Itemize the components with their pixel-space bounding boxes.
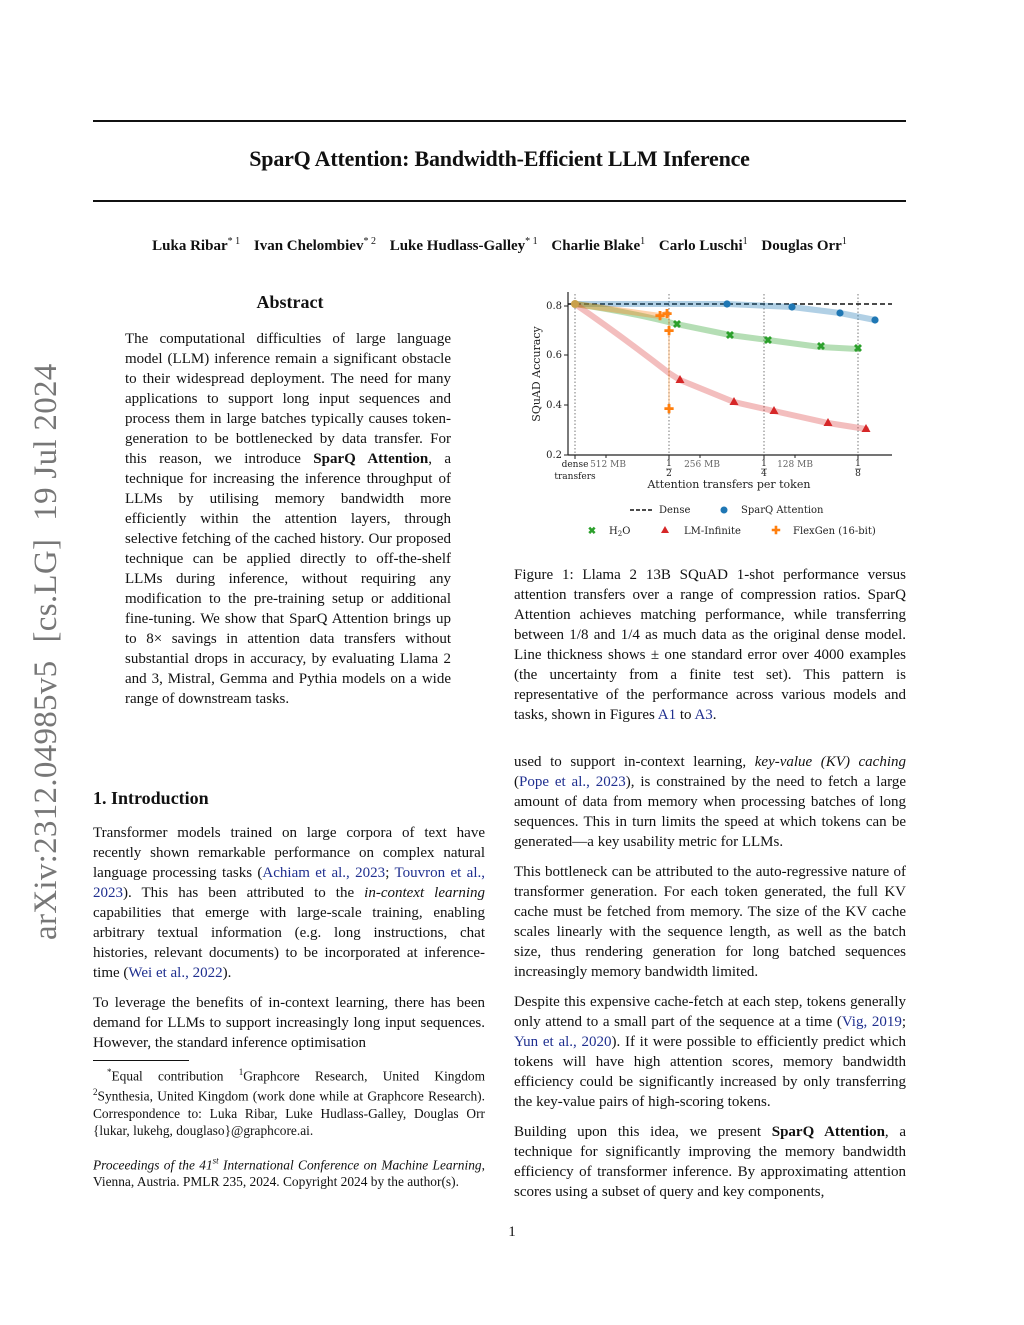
svg-text:FlexGen (16-bit): FlexGen (16-bit) bbox=[793, 526, 876, 537]
y-axis-label: SQuAD Accuracy bbox=[530, 326, 543, 422]
svg-text:1: 1 bbox=[761, 459, 767, 469]
intro-paragraph-1: Transformer models trained on large corpora of text have recently shown remarkable performance on complex natural language processing tasks (Achiam et al., 2023; Touvron et al., 2023). This has been attributed to the in-context learning capabilities that emerge with large-scale training, enabling arbitrary textual information (e.g. long instructions, chat histories, relevant documents) to be incorporated at inference-time (Wei et al., 2022). bbox=[93, 825, 485, 981]
paper-title: SparQ Attention: Bandwidth-Efficient LLM Inference bbox=[249, 146, 750, 171]
citation-link[interactable]: Pope et al., 2023 bbox=[519, 774, 626, 790]
author: Charlie Blake$^1$ bbox=[551, 236, 646, 254]
figure-1-chart bbox=[520, 290, 910, 550]
svg-text:2: 2 bbox=[666, 469, 672, 479]
svg-text:✚: ✚ bbox=[663, 324, 675, 338]
citation-link[interactable]: Wei et al., 2022 bbox=[128, 965, 223, 981]
title-top-rule bbox=[93, 120, 906, 122]
svg-text:✚: ✚ bbox=[654, 309, 666, 323]
intro-paragraph-3: This bottleneck can be attributed to the auto-regressive nature of transformer generation. For each token generated, the full KV cache must be fetched from memory. The size of the KV cache scales linearly with the sequence length, as well as the batch size, thus rendering generation for long batched sequences increasingly memory bandwidth limited. bbox=[514, 864, 906, 980]
svg-text:0.2: 0.2 bbox=[546, 450, 562, 461]
svg-text:transfers: transfers bbox=[554, 472, 596, 482]
figure-ref-link[interactable]: A1 bbox=[657, 707, 677, 723]
svg-text:512 MB: 512 MB bbox=[590, 460, 626, 470]
svg-text:✚: ✚ bbox=[661, 307, 673, 321]
lm-infinite-band bbox=[575, 304, 866, 429]
svg-text:4: 4 bbox=[761, 469, 767, 479]
svg-text:H2O: $H_2O$ bbox=[609, 526, 631, 538]
dense-start-point bbox=[571, 300, 579, 308]
svg-text:✖: ✖ bbox=[816, 340, 826, 353]
citation-link[interactable]: Touvron et al., 2023 bbox=[93, 865, 485, 901]
intro-paragraph-2: To leverage the benefits of in-context learning, there has been demand for LLMs to support increasingly long input sequences. However, the standard inference optimisation bbox=[93, 995, 485, 1051]
svg-text:0.8: 0.8 bbox=[546, 301, 562, 312]
footnote-affiliations: *Equal contribution $^1$Graphcore Research, United Kingdom $^2$Synthesia, United Kingdom (work done while at Graphcore Research). Correspondence to: Luka Ribar, Luke Hudlass-Galley, Douglas Orr {lukar, lukehg, douglaso}@graphcore.ai. bbox=[93, 1067, 485, 1138]
author: Carlo Luschi$^1$ bbox=[658, 236, 748, 254]
chart-legend bbox=[588, 505, 876, 538]
svg-text:✚: ✚ bbox=[663, 402, 675, 416]
arxiv-category: [cs.LG] bbox=[28, 538, 64, 643]
y-tick-labels bbox=[546, 301, 568, 461]
author: Luka Ribar$^{* 1}$ bbox=[152, 236, 241, 254]
arxiv-stamp bbox=[28, 345, 65, 940]
svg-text:Dense: Dense bbox=[659, 505, 691, 516]
arxiv-id: arXiv:2312.04985v5 bbox=[28, 660, 64, 940]
svg-text:8: 8 bbox=[855, 469, 861, 479]
author: Douglas Orr$^1$ bbox=[761, 236, 847, 254]
svg-text:✖: ✖ bbox=[853, 342, 863, 355]
citation-link[interactable]: Yun et al., 2020 bbox=[514, 1034, 612, 1050]
svg-text:1: 1 bbox=[666, 459, 672, 469]
intro-paragraph-5: Building upon this idea, we present SparQ Attention, a technique for significantly improving the memory bandwidth efficiency of transformer inference. By approximating attention scores using a subset of query and key components, bbox=[514, 1124, 906, 1200]
x-ticks bbox=[575, 455, 858, 459]
figure-ref-link[interactable]: A3 bbox=[694, 707, 713, 723]
arxiv-date: 19 Jul 2024 bbox=[28, 363, 64, 521]
svg-text:0.4: 0.4 bbox=[546, 400, 562, 411]
svg-text:128 MB: 128 MB bbox=[777, 460, 813, 470]
author: Ivan Chelombiev$^{* 2}$ bbox=[253, 236, 376, 254]
svg-text:✖: ✖ bbox=[725, 329, 735, 342]
svg-text:✖: ✖ bbox=[763, 334, 773, 347]
author: Luke Hudlass-Galley$^{* 1}$ bbox=[389, 236, 538, 254]
svg-text:SparQ Attention: SparQ Attention bbox=[741, 505, 824, 516]
title-bottom-rule bbox=[93, 200, 906, 202]
abstract-body: The computational difficulties of large language model (LLM) inference remain a significant obstacle to their widespread deployment. The need for many applications to support long input sequences and process them in large batches typically causes token-generation to be bottlenecked by data transfer. For this reason, we introduce SparQ Attention, a technique for increasing the inference throughput of LLMs by utilising memory bandwidth more efficiently within the attention layers, through selective fetching of the cached history. Our proposed technique can be applied directly to off-the-shelf LLMs during inference, without requiring any modification to the pre-training setup or additional fine-tuning. We show that SparQ Attention brings up to 8× savings in attention data transfers without substantial drops in accuracy, by evaluating Llama 2 and 3, Mistral, Gemma and Pythia models on a wide range of downstream tasks. bbox=[125, 331, 451, 707]
svg-text:0.6: 0.6 bbox=[546, 350, 562, 361]
intro-right-column bbox=[514, 752, 906, 1212]
figure-1-caption: Figure 1: Llama 2 13B SQuAD 1-shot performance versus attention transfers over a range of compression ratios. SparQ Attention achieves matching performance, while transferring between 1/8 and 1/4 as much data as the original dense model. Line thickness shows ± one standard error over 4000 examples (the uncertainty from a finite test set). This pattern is representative of the performance across various models and tasks, shown in Figures A1 to A3. bbox=[514, 567, 906, 723]
svg-text:✖: ✖ bbox=[672, 318, 682, 331]
svg-text:dense: dense bbox=[561, 460, 589, 470]
svg-text:1: 1 bbox=[855, 459, 861, 469]
author-list bbox=[93, 236, 906, 255]
abstract-heading: Abstract bbox=[256, 292, 324, 312]
x-secondary-labels bbox=[590, 460, 813, 470]
x-axis-label: Attention transfers per token bbox=[647, 478, 811, 491]
section-heading-introduction: 1. Introduction bbox=[93, 788, 209, 808]
footnote-proceedings: Proceedings of the 41st International Conference on Machine Learning, Vienna, Austria. PMLR 235, 2024. Copyright 2024 by the author(s). bbox=[93, 1155, 485, 1190]
svg-text:LM-Infinite: LM-Infinite bbox=[684, 526, 741, 537]
svg-text:✚: ✚ bbox=[771, 524, 781, 537]
page-number: 1 bbox=[508, 1224, 516, 1240]
footnote-rule bbox=[93, 1060, 189, 1061]
svg-text:✖: ✖ bbox=[587, 526, 597, 537]
intro-left-column bbox=[93, 823, 485, 1063]
footnotes bbox=[93, 1064, 485, 1204]
citation-link[interactable]: Achiam et al., 2023 bbox=[262, 865, 386, 881]
vertical-gridlines bbox=[575, 294, 858, 455]
intro-paragraph-4: Despite this expensive cache-fetch at each step, tokens generally only attend to a small part of the sequence at a time (Vig, 2019; Yun et al., 2020). If it were possible to efficiently predict which tokens will have high attention scores, memory bandwidth efficiency could be significantly increased by only transferring the key-value pairs of high-scoring tokens. bbox=[514, 994, 907, 1110]
citation-link[interactable]: Vig, 2019 bbox=[841, 1014, 902, 1030]
svg-text:256 MB: 256 MB bbox=[684, 460, 720, 470]
intro-paragraph-2-cont: used to support in-context learning, key-value (KV) caching (Pope et al., 2023), is constrained by the need to fetch a large amount of data from memory when processing batches of long sequences. This in turn limits the speed at which tokens can be generated—a key usability metric for LLMs. bbox=[514, 754, 907, 850]
